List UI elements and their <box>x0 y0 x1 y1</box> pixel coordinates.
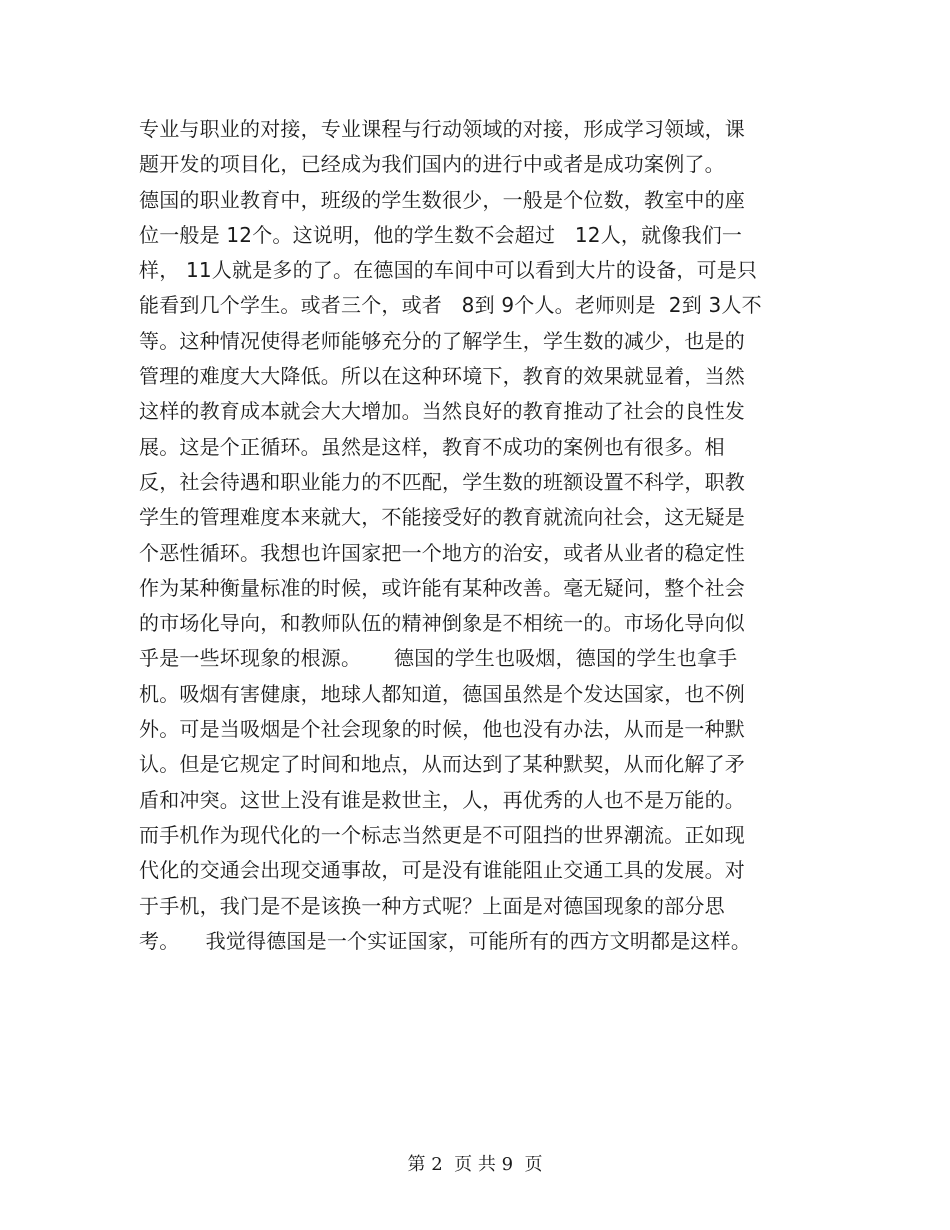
text-line: 能看到几个学生。或者三个，或者 8到 9个人。老师则是 2到 3人不 <box>139 293 762 318</box>
text-line: 机。吸烟有害健康，地球人都知道，德国虽然是个发达国家，也不例 <box>139 681 745 706</box>
text-line: 而手机作为现代化的一个标志当然更是不可阻挡的世界潮流。正如现 <box>139 822 745 847</box>
text-line: 反，社会待遇和职业能力的不匹配，学生数的班额设置不科学，职教 <box>139 469 745 494</box>
text-line: 学生的管理难度本来就大，不能接受好的教育就流向社会，这无疑是 <box>139 505 745 530</box>
text-line: 展。这是个正循环。虽然是这样，教育不成功的案例也有很多。相 <box>139 434 725 459</box>
text-line: 的市场化导向，和教师队伍的精神倒象是不相统一的。市场化导向似 <box>139 611 745 636</box>
text-line: 管理的难度大大降低。所以在这种环境下，教育的效果就显着，当然 <box>139 364 745 389</box>
text-line: 代化的交通会出现交通事故，可是没有谁能阻止交通工具的发展。对 <box>139 858 745 883</box>
text-line: 等。这种情况使得老师能够充分的了解学生，学生数的减少，也是的 <box>139 328 745 353</box>
page-number-footer: 第 2 页 共 9 页 <box>407 1154 543 1175</box>
text-line: 认。但是它规定了时间和地点，从而达到了某种默契，从而化解了矛 <box>139 752 745 777</box>
text-line: 作为某种衡量标准的时候，或许能有某种改善。毫无疑问，整个社会 <box>139 575 745 600</box>
text-line: 乎是一些坏现象的根源。 德国的学生也吸烟，德国的学生也拿手 <box>139 646 738 671</box>
body-paragraph <box>139 112 819 959</box>
text-line: 外。可是当吸烟是个社会现象的时候，他也没有办法，从而是一种默 <box>139 717 745 742</box>
text-line: 德国的职业教育中，班级的学生数很少，一般是个位数，教室中的座 <box>139 187 745 212</box>
text-line: 于手机，我门是不是该换一种方式呢？上面是对德国现象的部分思 <box>139 893 725 918</box>
text-line: 考。 我觉得德国是一个实证国家，可能所有的西方文明都是这样。 <box>139 928 752 953</box>
text-line: 专业与职业的对接，专业课程与行动领域的对接，形成学习领域，课 <box>139 117 745 141</box>
text-line: 盾和冲突。这世上没有谁是救世主，人，再优秀的人也不是万能的。 <box>139 787 745 812</box>
text-line: 样， 11人就是多的了。在德国的车间中可以看到大片的设备，可是只 <box>139 258 758 283</box>
text-line: 位一般是 12个。这说明，他的学生数不会超过 12人，就像我们一 <box>139 222 743 247</box>
text-line: 题开发的项目化，已经成为我们国内的进行中或者是成功案例了。 <box>139 152 725 177</box>
text-line: 这样的教育成本就会大大增加。当然良好的教育推动了社会的良性发 <box>139 399 745 424</box>
text-line: 个恶性循环。我想也许国家把一个地方的治安，或者从业者的稳定性 <box>139 540 745 565</box>
